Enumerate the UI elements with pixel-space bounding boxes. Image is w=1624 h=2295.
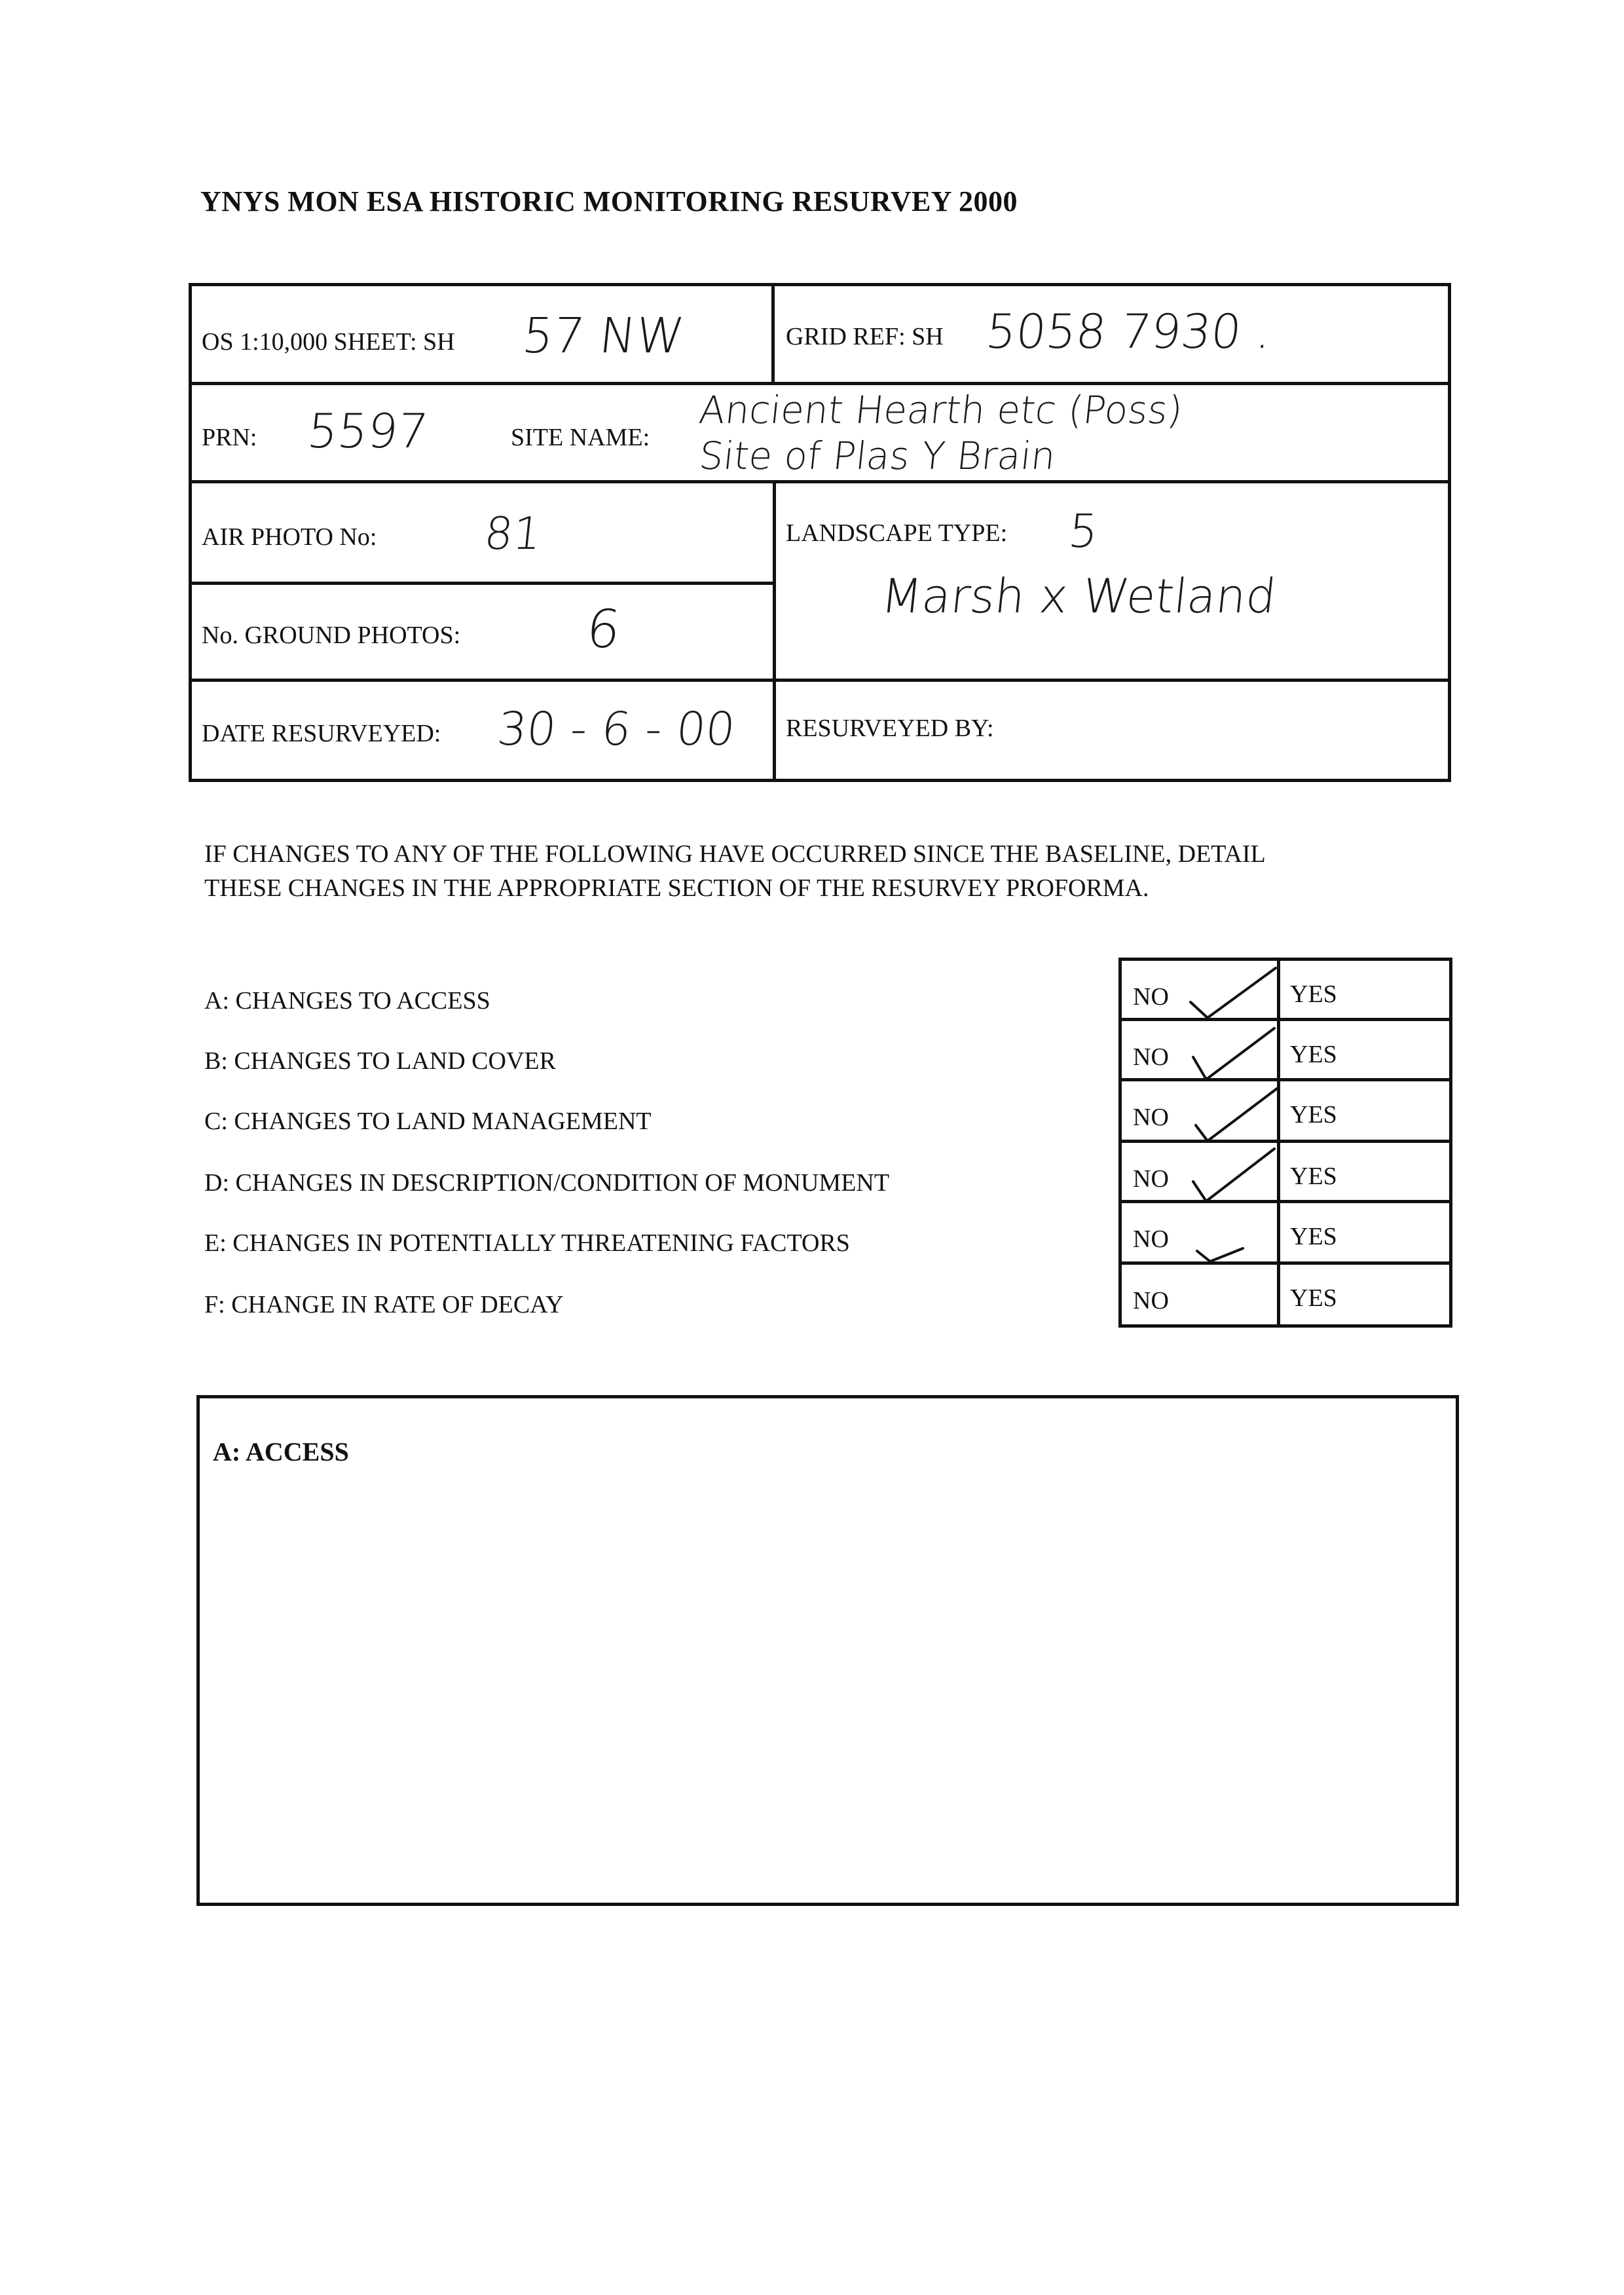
site-name-line1[interactable]: Ancient Hearth etc (Poss): [697, 388, 1185, 432]
landscape-type-desc[interactable]: Marsh x Wetland: [878, 569, 1279, 624]
air-photo-value[interactable]: 81: [481, 508, 544, 560]
check-mark-icon: [1183, 1231, 1255, 1271]
check-mark-icon: [1179, 1023, 1283, 1083]
os-sheet-value[interactable]: 57 NW: [519, 308, 687, 364]
no-option-a[interactable]: NO: [1133, 983, 1169, 1011]
prn-label: PRN:: [202, 424, 257, 451]
site-name-line2[interactable]: Site of Plas Y Brain: [697, 434, 1058, 478]
check-mark-icon: [1179, 1145, 1283, 1205]
grid-divider: [1120, 1261, 1451, 1265]
change-label-d: D: CHANGES IN DESCRIPTION/CONDITION OF MONUMENT: [204, 1169, 890, 1197]
check-mark-icon: [1179, 963, 1283, 1023]
instructions: [204, 837, 1266, 905]
grid-ref-value[interactable]: 5058 7930 .: [983, 304, 1274, 359]
no-option-c[interactable]: NO: [1133, 1104, 1169, 1131]
date-resurveyed-value[interactable]: 30 - 6 - 00: [494, 702, 738, 756]
yes-option-e[interactable]: YES: [1290, 1223, 1337, 1250]
page-title: YNYS MON ESA HISTORIC MONITORING RESURVEY 2000: [200, 185, 1018, 217]
form-divider: [190, 382, 1450, 385]
yes-option-d[interactable]: YES: [1290, 1163, 1337, 1190]
change-label-b: B: CHANGES TO LAND COVER: [204, 1047, 556, 1075]
yes-option-b[interactable]: YES: [1290, 1041, 1337, 1068]
air-photo-label: AIR PHOTO No:: [202, 523, 377, 551]
yes-option-f[interactable]: YES: [1290, 1284, 1337, 1312]
no-option-d[interactable]: NO: [1133, 1165, 1169, 1193]
change-label-f: F: CHANGE IN RATE OF DECAY: [204, 1291, 564, 1318]
date-resurveyed-label: DATE RESURVEYED:: [202, 720, 441, 747]
grid-divider: [1120, 1140, 1451, 1143]
site-name-label: SITE NAME:: [511, 424, 650, 451]
access-section-label: A: ACCESS: [213, 1437, 349, 1466]
yes-option-a[interactable]: YES: [1290, 980, 1337, 1008]
change-label-a: A: CHANGES TO ACCESS: [204, 987, 490, 1015]
change-label-e: E: CHANGES IN POTENTIALLY THREATENING FACTORS: [204, 1229, 850, 1257]
form-divider: [190, 679, 1450, 682]
grid-divider: [1120, 1078, 1451, 1081]
resurveyed-by-label: RESURVEYED BY:: [786, 715, 994, 742]
no-option-b[interactable]: NO: [1133, 1043, 1169, 1071]
instructions-line: THESE CHANGES IN THE APPROPRIATE SECTION OF THE RESURVEY PROFORMA.: [204, 874, 1149, 902]
form-divider: [773, 481, 776, 781]
yes-option-c[interactable]: YES: [1290, 1101, 1337, 1129]
check-mark-icon: [1179, 1085, 1283, 1145]
no-option-f[interactable]: NO: [1133, 1287, 1169, 1315]
landscape-type-label: LANDSCAPE TYPE:: [786, 519, 1008, 547]
change-label-c: C: CHANGES TO LAND MANAGEMENT: [204, 1108, 652, 1135]
landscape-type-value[interactable]: 5: [1065, 504, 1101, 558]
form-divider: [771, 284, 775, 383]
grid-divider: [1120, 1018, 1451, 1021]
no-option-e[interactable]: NO: [1133, 1225, 1169, 1253]
os-sheet-label: OS 1:10,000 SHEET: SH: [202, 328, 455, 356]
ground-photos-label: No. GROUND PHOTOS:: [202, 622, 461, 649]
grid-ref-label: GRID REF: SH: [786, 323, 944, 350]
grid-divider: [1120, 1200, 1451, 1203]
access-section[interactable]: [196, 1395, 1459, 1906]
access-notes[interactable]: [213, 1483, 1437, 1876]
form-divider: [190, 582, 774, 585]
ground-photos-value[interactable]: 6: [583, 599, 623, 660]
form-divider: [190, 480, 1450, 483]
instructions-line: IF CHANGES TO ANY OF THE FOLLOWING HAVE OCCURRED SINCE THE BASELINE, DETAIL: [204, 840, 1266, 868]
prn-value[interactable]: 5597: [304, 403, 431, 458]
